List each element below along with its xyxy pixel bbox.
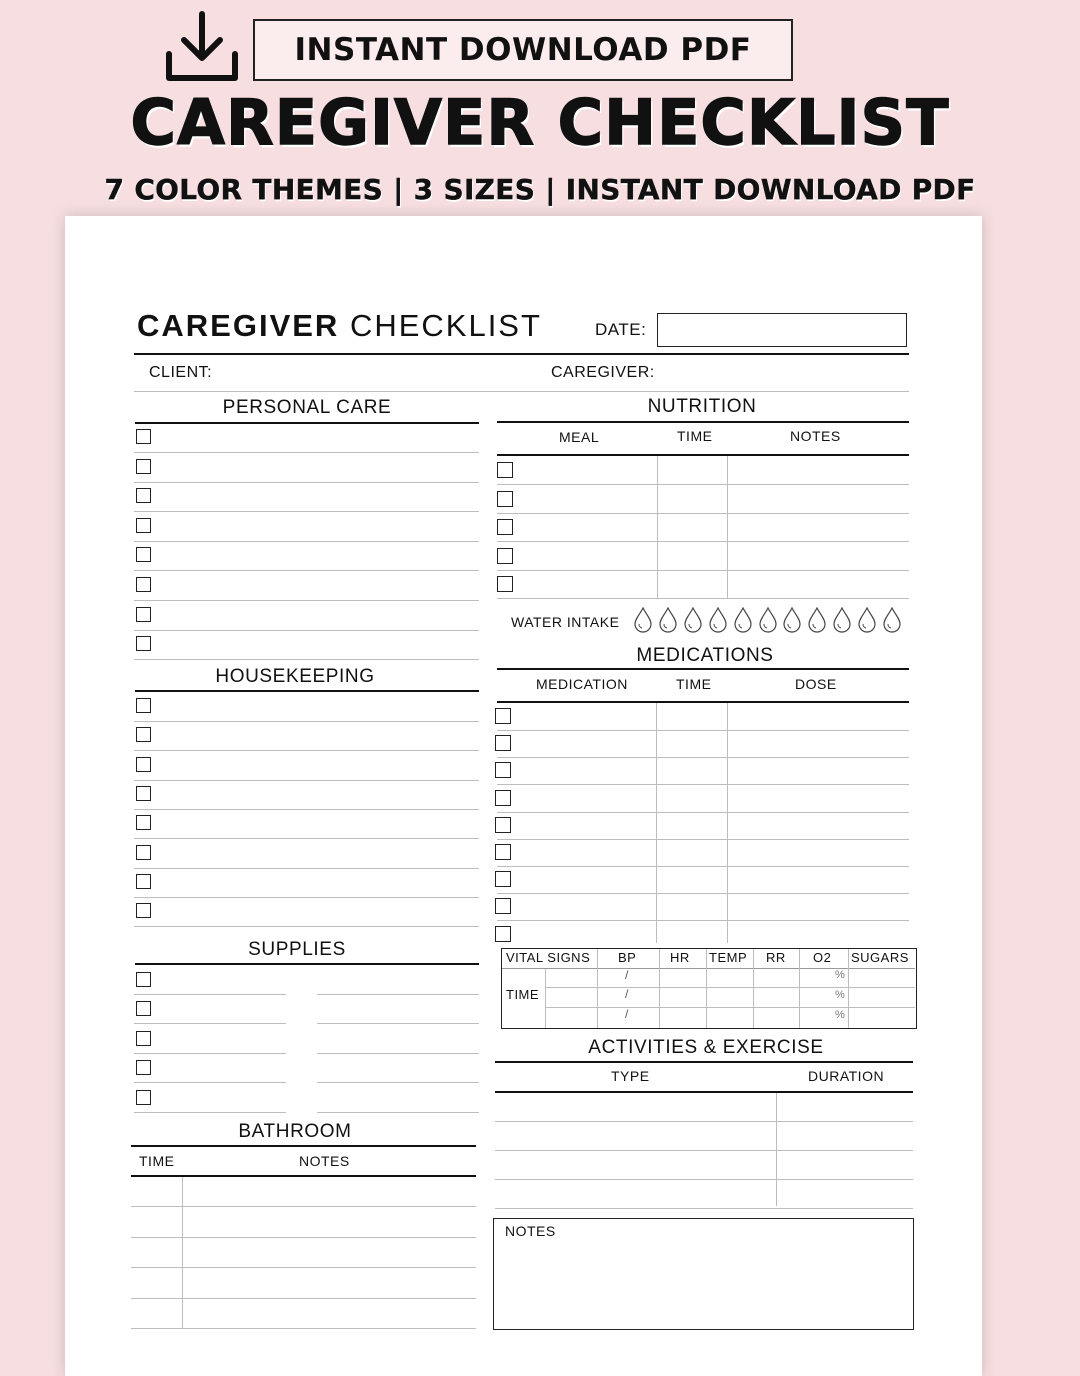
nutrition-checkbox[interactable] bbox=[497, 576, 513, 592]
supplies-checkbox[interactable] bbox=[136, 1060, 151, 1075]
activity-row-line[interactable] bbox=[495, 1179, 913, 1180]
bathroom-row-line[interactable] bbox=[131, 1206, 476, 1207]
instant-download-badge[interactable]: INSTANT DOWNLOAD PDF bbox=[253, 19, 793, 81]
checklist-sheet bbox=[65, 216, 982, 1376]
supplies-checkbox[interactable] bbox=[136, 1001, 151, 1016]
water-drop-icon[interactable] bbox=[857, 607, 877, 633]
medication-row-line[interactable] bbox=[497, 839, 909, 840]
medication-checkbox[interactable] bbox=[495, 926, 511, 942]
supplies-line[interactable] bbox=[317, 1023, 479, 1024]
client-label: CLIENT: bbox=[149, 364, 213, 381]
medications-col-dose: DOSE bbox=[795, 676, 837, 692]
nutrition-col-notes: NOTES bbox=[790, 428, 841, 444]
medications-divider-2 bbox=[727, 703, 728, 943]
medications-title: MEDICATIONS bbox=[636, 645, 774, 666]
nutrition-title: NUTRITION bbox=[647, 396, 757, 417]
date-label: DATE: bbox=[595, 320, 647, 339]
water-drop-icon[interactable] bbox=[658, 607, 678, 633]
nutrition-row-line[interactable] bbox=[497, 598, 909, 599]
notes-label: NOTES bbox=[505, 1223, 556, 1239]
header-rule bbox=[134, 353, 909, 355]
water-drop-icon[interactable] bbox=[807, 607, 827, 633]
supplies-line[interactable] bbox=[134, 994, 286, 995]
activities-header-rule bbox=[495, 1091, 913, 1093]
housekeeping-checkbox[interactable] bbox=[136, 786, 151, 801]
page-subtitle: 7 COLOR THEMES | 3 SIZES | INSTANT DOWNLOAD PDF bbox=[104, 173, 976, 206]
housekeeping-checkbox[interactable] bbox=[136, 874, 151, 889]
page-title: CAREGIVER CHECKLIST bbox=[130, 86, 950, 159]
personal-care-checkbox[interactable] bbox=[136, 429, 151, 444]
activity-row-line[interactable] bbox=[495, 1208, 913, 1209]
medications-header-rule bbox=[497, 701, 909, 703]
vital-signs-table bbox=[501, 948, 917, 1029]
medication-checkbox[interactable] bbox=[495, 898, 511, 914]
nutrition-row-line[interactable] bbox=[497, 484, 909, 485]
medication-checkbox[interactable] bbox=[495, 708, 511, 724]
medication-checkbox[interactable] bbox=[495, 762, 511, 778]
medication-row-line[interactable] bbox=[497, 757, 909, 758]
vitals-row-time: TIME bbox=[506, 987, 540, 1002]
personal-care-checkbox[interactable] bbox=[136, 607, 151, 622]
medication-row-line[interactable] bbox=[497, 920, 909, 921]
medication-row-line[interactable] bbox=[497, 893, 909, 894]
water-drop-icon[interactable] bbox=[882, 607, 902, 633]
housekeeping-checkbox[interactable] bbox=[136, 698, 151, 713]
activities-rule bbox=[495, 1061, 913, 1063]
personal-care-line[interactable] bbox=[134, 600, 479, 601]
sheet-title bbox=[137, 308, 542, 344]
water-drop-icon[interactable] bbox=[683, 607, 703, 633]
housekeeping-line[interactable] bbox=[134, 780, 479, 781]
bathroom-row-line[interactable] bbox=[131, 1328, 476, 1329]
download-icon bbox=[164, 10, 240, 82]
activities-title: ACTIVITIES & EXERCISE bbox=[588, 1037, 824, 1058]
medication-row-line[interactable] bbox=[497, 730, 909, 731]
bp-separator: / bbox=[625, 968, 629, 982]
supplies-line[interactable] bbox=[134, 1023, 286, 1024]
personal-care-line[interactable] bbox=[134, 452, 479, 453]
water-drop-icon[interactable] bbox=[633, 607, 653, 633]
supplies-rule bbox=[135, 963, 479, 965]
nutrition-header-rule bbox=[497, 454, 909, 456]
activities-col-type: TYPE bbox=[611, 1068, 650, 1084]
personal-care-checkbox[interactable] bbox=[136, 459, 151, 474]
nutrition-row-line[interactable] bbox=[497, 513, 909, 514]
nutrition-divider-1 bbox=[657, 456, 658, 598]
medication-checkbox[interactable] bbox=[495, 871, 511, 887]
nutrition-col-time: TIME bbox=[677, 428, 713, 444]
personal-care-line[interactable] bbox=[134, 630, 479, 631]
o2-unit: % bbox=[835, 1009, 845, 1021]
vitals-col-rr: RR bbox=[766, 950, 786, 965]
medication-row-line[interactable] bbox=[497, 812, 909, 813]
caregiver-label: CAREGIVER: bbox=[551, 364, 655, 381]
housekeeping-line[interactable] bbox=[134, 868, 479, 869]
personal-care-line[interactable] bbox=[134, 511, 479, 512]
supplies-checkbox[interactable] bbox=[136, 1090, 151, 1105]
activities-col-duration: DURATION bbox=[808, 1068, 885, 1084]
medication-checkbox[interactable] bbox=[495, 790, 511, 806]
personal-care-checkbox[interactable] bbox=[136, 518, 151, 533]
supplies-title: SUPPLIES bbox=[248, 939, 346, 960]
personal-care-checkbox[interactable] bbox=[136, 636, 151, 651]
housekeeping-checkbox[interactable] bbox=[136, 815, 151, 830]
supplies-checkbox[interactable] bbox=[136, 972, 151, 987]
housekeeping-checkbox[interactable] bbox=[136, 845, 151, 860]
medication-checkbox[interactable] bbox=[495, 844, 511, 860]
housekeeping-line[interactable] bbox=[134, 926, 479, 927]
personal-care-checkbox[interactable] bbox=[136, 577, 151, 592]
bathroom-row-line[interactable] bbox=[131, 1237, 476, 1238]
medications-col-medication: MEDICATION bbox=[536, 676, 628, 692]
personal-care-line[interactable] bbox=[134, 659, 479, 660]
nutrition-col-meal: MEAL bbox=[559, 429, 600, 445]
medication-checkbox[interactable] bbox=[495, 817, 511, 833]
housekeeping-title: HOUSEKEEPING bbox=[215, 666, 375, 687]
nutrition-checkbox[interactable] bbox=[497, 491, 513, 507]
bp-separator: / bbox=[625, 1007, 629, 1021]
sheet-title-bold: CAREGIVER bbox=[137, 308, 340, 343]
nutrition-row-line[interactable] bbox=[497, 570, 909, 571]
housekeeping-line[interactable] bbox=[134, 809, 479, 810]
medication-checkbox[interactable] bbox=[495, 735, 511, 751]
bathroom-title: BATHROOM bbox=[238, 1121, 352, 1142]
bathroom-col-notes: NOTES bbox=[299, 1153, 350, 1169]
water-drop-icon[interactable] bbox=[708, 607, 728, 633]
medication-row-line[interactable] bbox=[497, 866, 909, 867]
vitals-col-bp: BP bbox=[618, 950, 637, 965]
vitals-col-temp: TEMP bbox=[709, 950, 748, 965]
water-intake-label: WATER INTAKE bbox=[511, 614, 620, 630]
water-drop-icon[interactable] bbox=[782, 607, 802, 633]
vitals-col-o2: O2 bbox=[813, 950, 832, 965]
o2-unit: % bbox=[835, 989, 845, 1001]
nutrition-rule bbox=[497, 421, 909, 423]
activity-row-line[interactable] bbox=[495, 1121, 913, 1122]
housekeeping-line[interactable] bbox=[134, 897, 479, 898]
water-drop-icon[interactable] bbox=[758, 607, 778, 633]
medications-col-time: TIME bbox=[676, 676, 712, 692]
bathroom-row-line[interactable] bbox=[131, 1267, 476, 1268]
nutrition-row-line[interactable] bbox=[497, 541, 909, 542]
nutrition-checkbox[interactable] bbox=[497, 519, 513, 535]
housekeeping-checkbox[interactable] bbox=[136, 727, 151, 742]
bathroom-col-time: TIME bbox=[139, 1153, 175, 1169]
personal-care-rule bbox=[135, 422, 479, 424]
supplies-line[interactable] bbox=[317, 1053, 479, 1054]
bathroom-rule bbox=[131, 1145, 476, 1147]
personal-care-checkbox[interactable] bbox=[136, 488, 151, 503]
nutrition-divider-2 bbox=[727, 456, 728, 598]
housekeeping-line[interactable] bbox=[134, 838, 479, 839]
vitals-col-sugars: SUGARS bbox=[851, 950, 909, 965]
supplies-checkbox[interactable] bbox=[136, 1031, 151, 1046]
medications-divider-1 bbox=[656, 703, 657, 943]
supplies-line[interactable] bbox=[317, 994, 479, 995]
bp-separator: / bbox=[625, 987, 629, 1001]
supplies-line[interactable] bbox=[134, 1082, 286, 1083]
supplies-line[interactable] bbox=[317, 1112, 479, 1113]
medications-rule bbox=[497, 668, 909, 670]
housekeeping-rule bbox=[135, 690, 479, 692]
housekeeping-line[interactable] bbox=[134, 721, 479, 722]
o2-unit: % bbox=[835, 969, 845, 981]
personal-care-line[interactable] bbox=[134, 541, 479, 542]
notes-box[interactable] bbox=[493, 1218, 914, 1330]
personal-care-line[interactable] bbox=[134, 482, 479, 483]
housekeeping-checkbox[interactable] bbox=[136, 903, 151, 918]
supplies-line[interactable] bbox=[134, 1112, 286, 1113]
vitals-col-signs: VITAL SIGNS bbox=[506, 950, 591, 965]
activity-row-line[interactable] bbox=[495, 1150, 913, 1151]
sheet-title-light: CHECKLIST bbox=[349, 308, 542, 343]
medication-row-line[interactable] bbox=[497, 784, 909, 785]
supplies-line[interactable] bbox=[317, 1082, 479, 1083]
date-field[interactable] bbox=[657, 313, 907, 347]
housekeeping-checkbox[interactable] bbox=[136, 757, 151, 772]
water-drop-icon[interactable] bbox=[733, 607, 753, 633]
housekeeping-line[interactable] bbox=[134, 750, 479, 751]
nutrition-checkbox[interactable] bbox=[497, 462, 513, 478]
personal-care-line[interactable] bbox=[134, 570, 479, 571]
water-drop-icon[interactable] bbox=[832, 607, 852, 633]
nutrition-checkbox[interactable] bbox=[497, 548, 513, 564]
vitals-col-hr: HR bbox=[670, 950, 690, 965]
bathroom-divider bbox=[182, 1177, 183, 1329]
personal-care-checkbox[interactable] bbox=[136, 547, 151, 562]
supplies-line[interactable] bbox=[134, 1053, 286, 1054]
bathroom-row-line[interactable] bbox=[131, 1298, 476, 1299]
client-line bbox=[134, 391, 909, 392]
personal-care-title: PERSONAL CARE bbox=[222, 397, 392, 418]
